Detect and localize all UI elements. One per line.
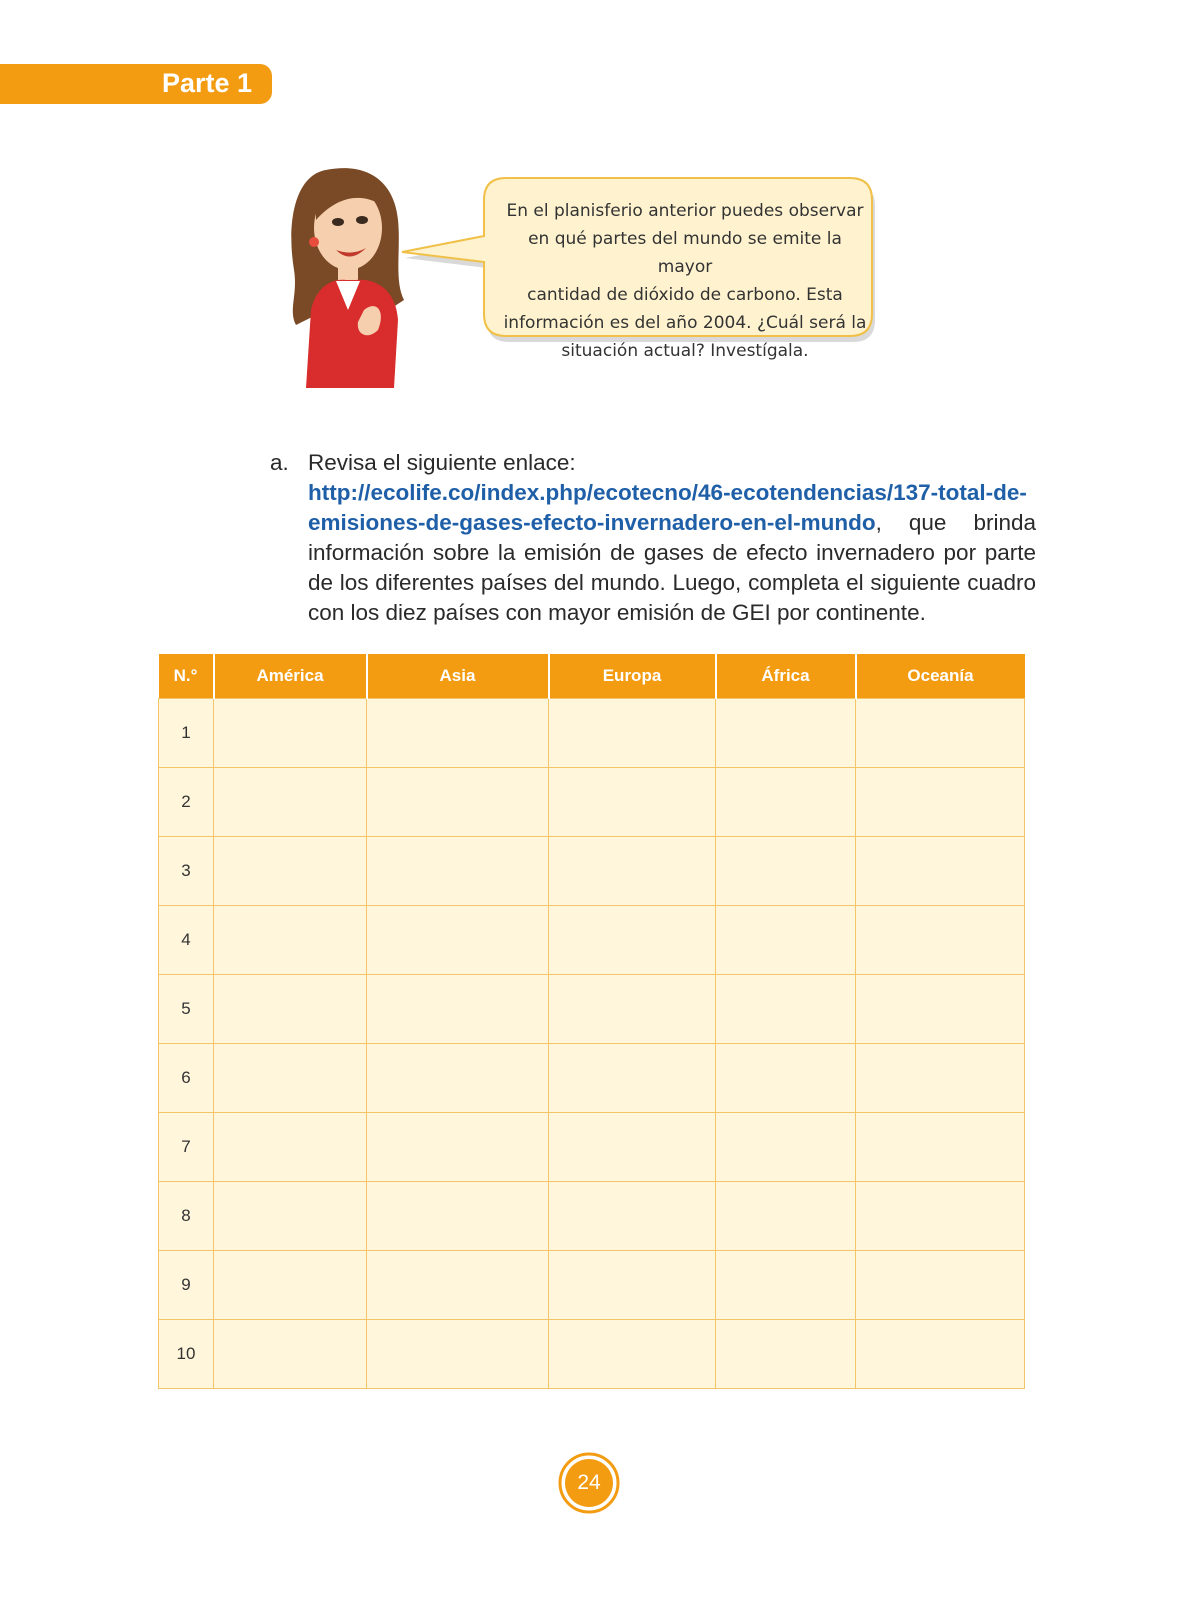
answer-cell[interactable] [716,975,856,1044]
answer-cell[interactable] [716,1251,856,1320]
speech-line: En el planisferio anterior puedes observar [506,201,864,221]
header-europa: Europa [549,654,716,699]
answer-cell[interactable] [367,1320,549,1389]
row-number: 2 [159,768,214,837]
answer-cell[interactable] [214,1251,367,1320]
answer-cell[interactable] [856,906,1025,975]
answer-cell[interactable] [214,1044,367,1113]
answer-cell[interactable] [856,1113,1025,1182]
answer-cell[interactable] [214,975,367,1044]
answer-cell[interactable] [549,975,716,1044]
row-number: 1 [159,699,214,768]
answer-cell[interactable] [214,1113,367,1182]
answer-cell[interactable] [549,906,716,975]
header-asia: Asia [367,654,549,699]
answer-cell[interactable] [367,906,549,975]
row-number: 9 [159,1251,214,1320]
reference-link[interactable]: http://ecolife.co/index.php/ecotecno/46-ecotendencias/137-total-de-emisiones-de-gases-efecto-invernadero-en-el-mundo [308,480,1027,535]
activity-letter: a. [270,450,289,475]
header-oceania: Oceanía [856,654,1025,699]
answer-cell[interactable] [549,1320,716,1389]
answer-cell[interactable] [856,1251,1025,1320]
answer-cell[interactable] [549,1182,716,1251]
answer-cell[interactable] [549,1044,716,1113]
answer-cell[interactable] [716,1182,856,1251]
answer-cell[interactable] [367,975,549,1044]
answer-cell[interactable] [549,768,716,837]
answer-cell[interactable] [856,837,1025,906]
answer-cell[interactable] [367,1251,549,1320]
answer-cell[interactable] [716,1113,856,1182]
answer-cell[interactable] [214,699,367,768]
table-row [159,699,1025,768]
answer-cell[interactable] [214,1182,367,1251]
header-africa: África [716,654,856,699]
header-number: N.° [159,654,214,699]
answer-cell[interactable] [716,768,856,837]
speech-line: en qué partes del mundo se emite la mayor [528,229,842,277]
emissions-table [158,654,1025,1389]
answer-cell[interactable] [367,1044,549,1113]
table-row [159,906,1025,975]
answer-cell[interactable] [367,768,549,837]
table-row [159,1113,1025,1182]
activity-paragraph [308,478,1036,628]
row-number: 10 [159,1320,214,1389]
table-row [159,1044,1025,1113]
answer-cell[interactable] [549,1251,716,1320]
answer-cell[interactable] [367,1113,549,1182]
row-number: 5 [159,975,214,1044]
answer-cell[interactable] [214,837,367,906]
speech-bubble-text [500,197,870,365]
activity-text: , que brinda información sobre la emisión de gases de efecto invernadero por parte de los diferentes países del mundo. Luego, completa el siguiente cuadro con los diez países con mayor emisión de GEI por continente. [308,510,1036,625]
answer-cell[interactable] [716,837,856,906]
answer-cell[interactable] [716,699,856,768]
answer-cell[interactable] [549,837,716,906]
answer-cell[interactable] [367,837,549,906]
answer-cell[interactable] [856,699,1025,768]
speech-line: situación actual? Investígala. [561,341,809,361]
table-row [159,1182,1025,1251]
answer-cell[interactable] [856,1182,1025,1251]
answer-cell[interactable] [856,1320,1025,1389]
table-row [159,1320,1025,1389]
speech-line: cantidad de dióxido de carbono. Esta [527,285,843,305]
page-number: 24 [577,1471,601,1494]
row-number: 8 [159,1182,214,1251]
answer-cell[interactable] [367,1182,549,1251]
answer-cell[interactable] [716,1320,856,1389]
part-label: Parte 1 [161,68,252,98]
header-america: América [214,654,367,699]
activity-intro: Revisa el siguiente enlace: [308,450,576,475]
answer-cell[interactable] [716,1044,856,1113]
answer-cell[interactable] [214,1320,367,1389]
answer-cell[interactable] [214,768,367,837]
answer-cell[interactable] [214,906,367,975]
answer-cell[interactable] [549,1113,716,1182]
answer-cell[interactable] [716,906,856,975]
speech-line: información es del año 2004. ¿Cuál será la [503,313,867,333]
table-row [159,975,1025,1044]
table-row [159,1251,1025,1320]
answer-cell[interactable] [549,699,716,768]
answer-cell[interactable] [856,768,1025,837]
answer-cell[interactable] [367,699,549,768]
row-number: 7 [159,1113,214,1182]
row-number: 3 [159,837,214,906]
table-row [159,768,1025,837]
teacher-illustration [286,160,416,388]
answer-cell[interactable] [856,1044,1025,1113]
table-header-row [159,654,1025,699]
row-number: 4 [159,906,214,975]
table-row [159,837,1025,906]
row-number: 6 [159,1044,214,1113]
part-tab [0,64,272,104]
answer-cell[interactable] [856,975,1025,1044]
